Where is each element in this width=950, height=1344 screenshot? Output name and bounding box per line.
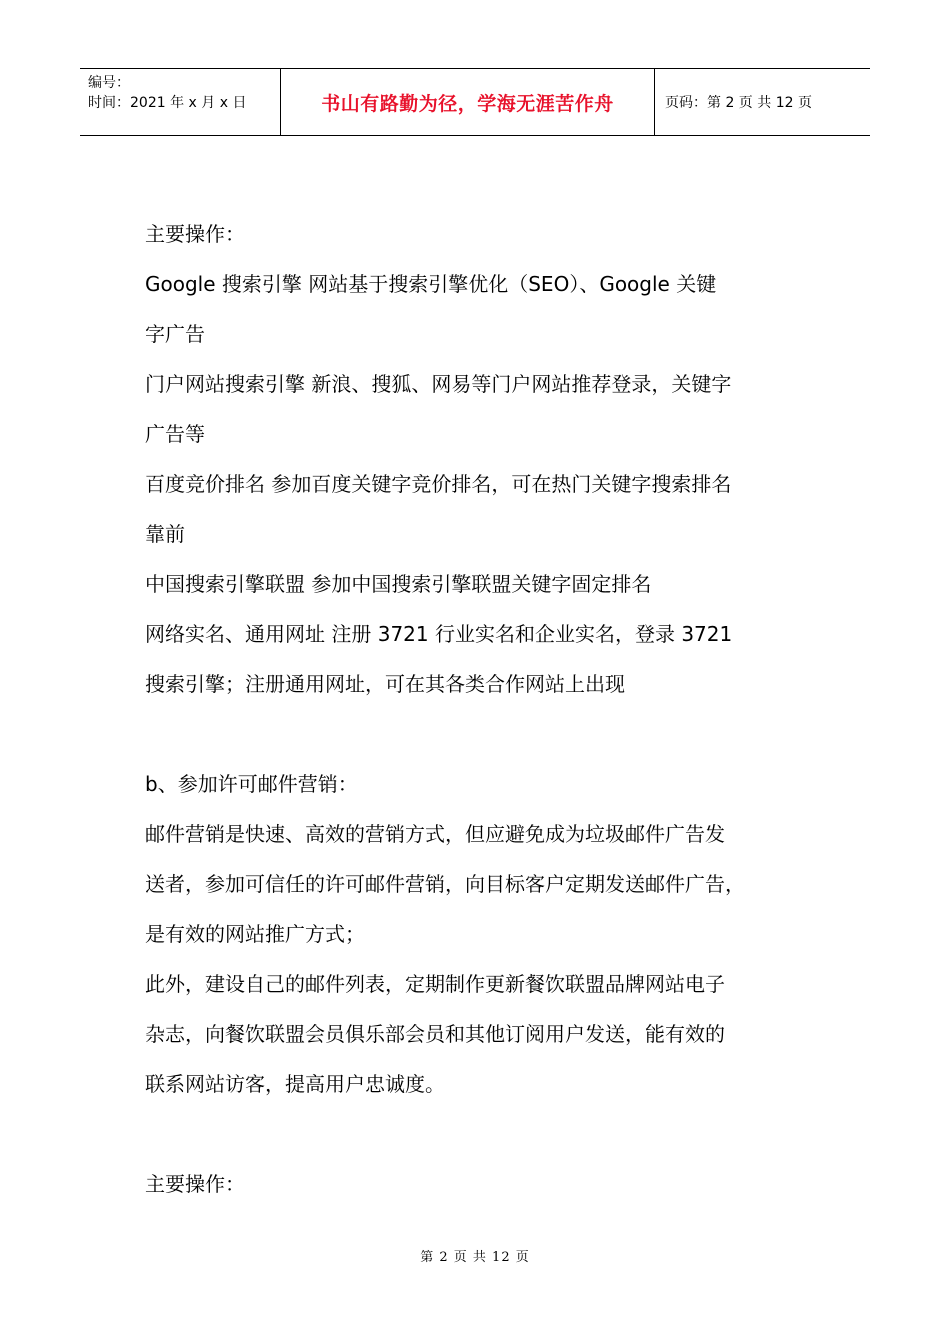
paragraph-gap: [145, 709, 825, 759]
number-label: 编号：: [88, 75, 130, 91]
body-line: 此外，建设自己的邮件列表，定期制作更新餐饮联盟品牌网站电子: [145, 972, 725, 996]
body-line: 杂志，向餐饮联盟会员俱乐部会员和其他订阅用户发送，能有效的: [145, 1022, 725, 1046]
body-line: 联系网站访客，提高用户忠诚度。: [145, 1072, 445, 1096]
body-line: 靠前: [145, 522, 185, 546]
page-info: 页码：第 2 页 共 12 页: [665, 95, 812, 111]
page-footer: 第 2 页 共 12 页: [420, 1250, 530, 1265]
document-body: [145, 209, 825, 1209]
header-page-cell: [655, 69, 870, 135]
header-meta-cell: [80, 69, 281, 135]
body-line: 广告等: [145, 422, 205, 446]
header-motto-cell: [281, 69, 655, 135]
paragraph-gap: [145, 1109, 825, 1159]
body-line: Google 搜索引擎 网站基于搜索引擎优化（SEO）、Google 关键: [145, 272, 717, 296]
body-line: 百度竞价排名 参加百度关键字竞价排名，可在热门关键字搜索排名: [145, 472, 732, 496]
body-line: 门户网站搜索引擎 新浪、搜狐、网易等门户网站推荐登录，关键字: [145, 372, 732, 396]
body-line: 邮件营销是快速、高效的营销方式，但应避免成为垃圾邮件广告发: [145, 822, 725, 846]
section-heading: b、参加许可邮件营销：: [145, 772, 358, 796]
time-label: 时间：2021 年 x 月 x 日: [88, 95, 247, 111]
body-line: 主要操作：: [145, 222, 245, 246]
body-line: 字广告: [145, 322, 205, 346]
body-line: 主要操作：: [145, 1172, 245, 1196]
body-line: 送者，参加可信任的许可邮件营销，向目标客户定期发送邮件广告，: [145, 872, 745, 896]
body-line: 网络实名、通用网址 注册 3721 行业实名和企业实名，登录 3721: [145, 622, 733, 646]
page-header: [80, 68, 870, 136]
body-line: 是有效的网站推广方式；: [145, 922, 365, 946]
motto-text: 书山有路勤为径，学海无涯苦作舟: [321, 92, 614, 115]
body-line: 中国搜索引擎联盟 参加中国搜索引擎联盟关键字固定排名: [145, 572, 652, 596]
body-line: 搜索引擎；注册通用网址，可在其各类合作网站上出现: [145, 672, 625, 696]
